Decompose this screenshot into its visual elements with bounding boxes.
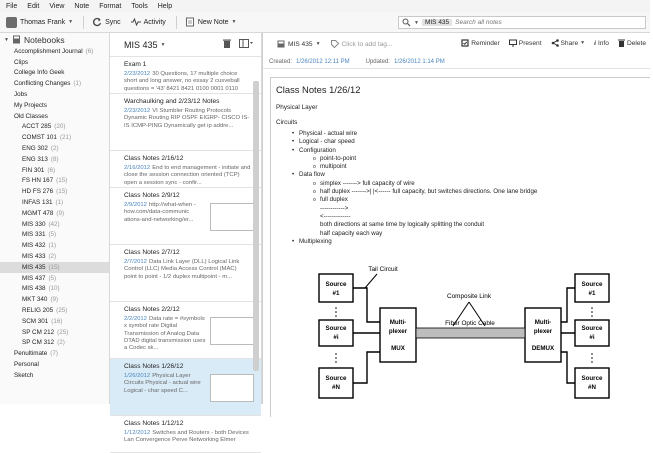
sidebar-item-label: SCM 301 <box>22 317 49 325</box>
note-card[interactable] <box>110 416 261 453</box>
sidebar-item-count: (1) <box>48 242 57 250</box>
fiber-cable <box>416 328 525 338</box>
sidebar-item-label: COMST 101 <box>22 134 57 142</box>
sync-label: Sync <box>105 18 121 26</box>
source-num: #N <box>332 384 340 391</box>
note-card-date: 2/23/2012 <box>124 108 151 114</box>
note-card[interactable] <box>110 188 261 245</box>
chevron-down-icon[interactable]: ▼ <box>414 19 419 26</box>
sidebar-item-count: (6) <box>47 166 56 174</box>
note-heading: Physical Layer <box>276 104 318 111</box>
notebook-icon <box>277 40 285 48</box>
sidebar-item-count: (21) <box>59 134 72 142</box>
info-label: Info <box>597 39 609 47</box>
note-card[interactable] <box>110 57 261 94</box>
menu-item-help[interactable]: Help <box>157 2 173 10</box>
sidebar-item-label: ENG 302 <box>22 145 48 153</box>
chevron-down-icon: ▼ <box>68 19 74 25</box>
note-card-title: Class Notes 2/2/12 <box>124 306 180 313</box>
new-note-button[interactable] <box>185 17 237 27</box>
sidebar-item[interactable] <box>0 208 109 219</box>
sidebar-item-count: (15) <box>56 177 68 185</box>
sidebar-item[interactable] <box>0 68 109 79</box>
note-thumbnail <box>210 317 254 345</box>
sidebar-item-label: MIS 432 <box>22 242 46 250</box>
sidebar-item-count: (6) <box>85 47 94 55</box>
source-box <box>319 320 353 346</box>
sidebar-item[interactable] <box>0 122 109 133</box>
sidebar-item[interactable] <box>0 219 109 230</box>
sidebar-item-label: SP CM 312 <box>22 339 55 347</box>
mux-label: MUX <box>391 345 405 352</box>
source-num: #N <box>588 384 596 391</box>
present-label: Present <box>518 39 542 47</box>
sidebar-item-label: MIS 330 <box>22 220 46 228</box>
activity-button[interactable] <box>131 17 166 27</box>
note-section: Circuits <box>276 119 298 126</box>
note-card-title: Warchaulking and 2/23/12 Notes <box>124 98 220 105</box>
tag-icon <box>331 40 339 48</box>
source-box <box>575 368 609 398</box>
fiber-label: Fiber Optic Cable <box>445 320 495 327</box>
reminder-icon <box>461 39 469 47</box>
sidebar-item-count: (10) <box>48 285 60 293</box>
sidebar-item[interactable] <box>0 111 109 122</box>
note-card[interactable] <box>110 94 261 151</box>
note-card-title: Class Notes 1/26/12 <box>124 363 184 370</box>
add-tag-placeholder: Click to add tag... <box>341 40 393 48</box>
sidebar-item[interactable] <box>0 327 109 338</box>
new-note-label: New Note <box>197 18 229 26</box>
note-card[interactable] <box>110 302 261 359</box>
note-card-title: Class Notes 2/7/12 <box>124 249 180 256</box>
sidebar-item-label: MIS 433 <box>22 253 46 261</box>
search-input[interactable] <box>455 19 575 26</box>
menu-item-format[interactable]: Format <box>99 2 122 10</box>
note-list-header <box>110 33 261 57</box>
sidebar-item[interactable] <box>0 143 109 154</box>
note-metadata <box>263 55 650 68</box>
source-label: Source <box>325 375 347 382</box>
sidebar-item-count: (15) <box>48 263 60 271</box>
share-label: Share <box>560 39 579 47</box>
note-card-date: 2/7/2012 <box>124 259 147 265</box>
info-button[interactable] <box>594 39 609 47</box>
note-list-scrollbar[interactable] <box>253 81 259 371</box>
source-label: Source <box>581 325 603 332</box>
sidebar-item[interactable] <box>0 348 109 359</box>
updated-label: Updated: <box>365 58 390 65</box>
note-card-date: 2/2/2012 <box>124 316 147 322</box>
menu-item-edit[interactable]: Edit <box>27 2 40 10</box>
created-date[interactable]: 1/26/2012 12:11 PM <box>296 58 350 65</box>
sidebar-item-label: MKT 340 <box>22 296 48 304</box>
note-title[interactable]: Class Notes 1/26/12 <box>276 84 361 95</box>
note-thumbnail <box>210 203 254 231</box>
sidebar-item-label: INFAS 131 <box>22 199 53 207</box>
note-card[interactable] <box>110 151 261 188</box>
separator <box>83 16 84 29</box>
sidebar-item-count: (1) <box>55 199 64 207</box>
note-card-snippet <box>124 430 251 445</box>
sidebar-item-label: MIS 435 <box>22 263 46 271</box>
note-card-snippet <box>124 316 208 352</box>
sidebar-item[interactable] <box>0 316 109 327</box>
activity-label: Activity <box>143 18 166 26</box>
sidebar-item-label: My Projects <box>14 101 47 109</box>
sidebar-item[interactable] <box>0 273 109 284</box>
account-name: Thomas Frank <box>20 18 66 26</box>
sidebar-item[interactable] <box>0 294 109 305</box>
note-line: o simplex -------> full capacity of wire <box>276 180 650 188</box>
updated-date[interactable]: 1/26/2012 1:14 PM <box>393 58 445 65</box>
sidebar-item[interactable] <box>0 78 109 89</box>
sidebar-item-count: (42) <box>48 220 60 228</box>
chevron-down-icon[interactable]: ▼ <box>160 41 166 48</box>
sidebar-item-count: (8) <box>50 155 59 163</box>
source-num: #1 <box>332 290 340 297</box>
note-card[interactable] <box>110 359 261 416</box>
account-button[interactable] <box>6 17 73 28</box>
notebook-selector[interactable] <box>277 40 321 48</box>
share-button[interactable] <box>551 39 586 47</box>
note-bullets <box>276 130 650 246</box>
note-card-date: 1/12/2012 <box>124 430 151 436</box>
demux-text: Multi- <box>534 319 552 326</box>
multiplexing-diagram <box>303 262 653 412</box>
sidebar-item-label: SP CM 212 <box>22 328 55 336</box>
note-line: ------------> <box>320 204 349 212</box>
source-label: Source <box>325 281 347 288</box>
mux-text: plexer <box>388 328 408 335</box>
sidebar-item[interactable] <box>0 186 109 197</box>
sidebar-item[interactable] <box>0 338 109 349</box>
note-card-text: VI Stumbler Routing Protocols Dynamic Routing RIP OSPF EIGRP- CISCO IS-IS ICMP-PING Dynamically get ip addre... <box>124 108 250 129</box>
sidebar-item[interactable] <box>0 251 109 262</box>
view-options-icon[interactable] <box>239 39 253 48</box>
sidebar-item-count: (5) <box>48 274 57 282</box>
sidebar-item-label: Personal <box>14 361 39 368</box>
note-card-title: Class Notes 2/16/12 <box>124 155 184 162</box>
sync-icon <box>92 17 102 27</box>
share-icon <box>551 39 559 47</box>
chevron-down-icon: ▼ <box>315 41 321 47</box>
sidebar-item[interactable] <box>0 240 109 251</box>
sidebar-item-count: (16) <box>51 317 63 325</box>
search-box[interactable] <box>398 16 646 29</box>
sidebar-item-label: MIS 331 <box>22 231 46 239</box>
demux-text: plexer <box>533 328 553 335</box>
note-cards <box>110 57 261 453</box>
source-box <box>319 368 353 398</box>
sidebar-item-label: MIS 437 <box>22 274 46 282</box>
sidebar-item-label: Conflicting Changes <box>14 80 71 88</box>
source-box <box>319 274 353 302</box>
reminder-label: Reminder <box>471 39 500 47</box>
reminder-button[interactable] <box>461 39 500 47</box>
chevron-down-icon: ▼ <box>231 19 237 25</box>
note-editor <box>263 33 650 404</box>
sidebar-item-label: RELIG 205 <box>22 307 54 315</box>
info-icon: i <box>594 39 596 47</box>
note-card-text: Data rate = #symbols x symbol rate Digital Transmission of Analog Data DTAD digital transmission uses a Codec sk... <box>124 316 206 352</box>
divider <box>263 68 650 69</box>
sidebar-item-count: (2) <box>57 339 65 347</box>
sidebar-item[interactable] <box>0 132 109 143</box>
source-label: Source <box>325 325 347 332</box>
trash-icon[interactable] <box>223 39 231 48</box>
chevron-down-icon: ▼ <box>4 36 9 43</box>
chevron-down-icon: ▼ <box>580 40 586 46</box>
notebook-label: MIS 435 <box>288 40 313 48</box>
menu-item-file[interactable]: File <box>6 2 18 10</box>
note-card-text: Physical Layer Circuits Physical - actual wire Logical - char speed C... <box>124 373 201 394</box>
note-card-text: End to end management - initiate and close the session connection oriented (TCP) open a session sync - confir... <box>124 165 251 186</box>
note-card-title: Class Notes 1/12/12 <box>124 420 184 427</box>
sidebar-item-label: Sketch <box>14 371 34 379</box>
note-card-date: 1/26/2012 <box>124 373 151 379</box>
mux-box <box>380 308 416 362</box>
source-box <box>575 274 609 302</box>
note-list-panel <box>110 33 262 444</box>
note-line: • Physical - actual wire <box>276 130 650 138</box>
sidebar-item-label: ENG 313 <box>22 155 48 163</box>
sidebar-item[interactable] <box>0 262 109 273</box>
note-line: o point-to-point <box>276 155 650 163</box>
sidebar <box>0 33 110 404</box>
note-thumbnail <box>210 374 254 402</box>
notebooks-label: Notebooks <box>23 34 65 45</box>
note-card-snippet <box>124 108 251 130</box>
sidebar-item-count: (1) <box>73 80 82 88</box>
sidebar-item-label: Jobs <box>14 91 28 99</box>
note-line: o multipoint <box>276 163 650 171</box>
sidebar-item-count: (2) <box>50 145 59 153</box>
sidebar-item-count: (15) <box>56 188 68 196</box>
note-card-date: 2/23/2012 <box>124 71 151 77</box>
sidebar-item[interactable] <box>0 46 109 57</box>
present-button[interactable] <box>509 39 542 47</box>
sidebar-item-label: College Info Geek <box>14 69 65 77</box>
note-card-date: 2/16/2012 <box>124 165 151 171</box>
sidebar-item[interactable] <box>0 57 109 68</box>
toolbar <box>0 12 650 33</box>
sidebar-item[interactable] <box>0 197 109 208</box>
sidebar-item-label: Clips <box>14 58 28 66</box>
sidebar-item[interactable] <box>0 176 109 187</box>
activity-icon <box>131 17 141 27</box>
sidebar-item[interactable] <box>0 100 109 111</box>
note-line: o full duplex <box>276 196 650 204</box>
sidebar-item-label: MGMT 478 <box>22 209 54 217</box>
search-scope-tag[interactable]: MIS 435 <box>422 19 452 26</box>
note-line: both directions at same time by logically splitting the conduit <box>320 221 485 229</box>
avatar <box>6 17 17 28</box>
note-card-text: http://what-when -how.com/data-communic ations-and-networking/er... <box>124 202 196 223</box>
note-line: • Configuration <box>276 147 650 155</box>
sidebar-item[interactable] <box>0 305 109 316</box>
sidebar-item-label: HD FS 276 <box>22 188 54 196</box>
source-num: #i <box>589 334 595 341</box>
add-tag-field[interactable] <box>331 40 393 48</box>
sidebar-item[interactable] <box>0 359 109 370</box>
note-card-text: Switches and Routers - both Devices Lan Convergence Perve Networking Elmer <box>124 430 249 444</box>
sidebar-item-count: (9) <box>56 209 65 217</box>
sidebar-item-label: Old Classes <box>14 112 48 120</box>
sidebar-item-label: FIN 301 <box>22 166 45 174</box>
sidebar-item-label: ACCT 285 <box>22 123 52 131</box>
note-line: o half duplex ------->| |<------ full capacity, but switches directions. One lane bridge <box>276 188 650 196</box>
source-label: Source <box>581 375 603 382</box>
sidebar-item-count: (20) <box>54 123 66 131</box>
sidebar-item-count: (5) <box>48 231 57 239</box>
composite-link-label: Composite Link <box>446 293 492 300</box>
sidebar-item[interactable] <box>0 89 109 100</box>
note-card[interactable] <box>110 245 261 302</box>
separator <box>176 16 177 29</box>
sidebar-item[interactable] <box>0 165 109 176</box>
note-card-snippet <box>124 202 208 224</box>
editor-actions <box>461 39 646 47</box>
search-icon <box>402 18 411 27</box>
demux-box <box>525 308 561 362</box>
note-card-text: Data Link Layer (DLL) Logical Link Control (LLC) Media Access Control (MAC) point to point - 1/2 duplex multipoint - m... <box>124 259 240 280</box>
notebooks-header[interactable] <box>0 33 109 46</box>
source-label: Source <box>581 281 603 288</box>
menu-item-tools[interactable]: Tools <box>131 2 148 10</box>
note-card-title: Class Notes 2/9/12 <box>124 192 180 199</box>
delete-label: Delete <box>626 39 646 47</box>
source-num: #1 <box>588 290 596 297</box>
note-line: half capacity each way <box>320 229 383 237</box>
sidebar-item-count: (25) <box>56 307 68 315</box>
menu-item-view[interactable]: View <box>49 2 65 10</box>
sidebar-item-count: (7) <box>50 350 58 358</box>
menu-bar <box>0 0 650 12</box>
sidebar-item-count: (25) <box>57 328 69 336</box>
sidebar-item-label: Penultimate <box>14 350 48 358</box>
sync-button[interactable] <box>92 17 121 27</box>
sidebar-item[interactable] <box>0 370 109 381</box>
sidebar-item-label: Accomplishment Journal <box>14 47 83 55</box>
note-card-date: 2/9/2012 <box>124 202 147 208</box>
source-num: #i <box>333 334 339 341</box>
sidebar-item[interactable] <box>0 284 109 295</box>
note-list-title[interactable]: MIS 435 <box>124 39 158 50</box>
sidebar-item[interactable] <box>0 230 109 241</box>
note-line: <------------- <box>320 212 351 220</box>
demux-label: DEMUX <box>531 345 555 352</box>
note-card-snippet <box>124 259 251 281</box>
tail-circuit-label: Tail Circuit <box>368 266 398 273</box>
present-icon <box>509 39 517 47</box>
new-note-icon <box>185 17 195 27</box>
created-label: Created: <box>269 58 293 65</box>
note-line: • Logical - char speed <box>276 138 650 146</box>
delete-button[interactable] <box>618 39 646 47</box>
sidebar-item-count: (9) <box>50 296 59 304</box>
note-card-snippet <box>124 373 208 395</box>
sidebar-item[interactable] <box>0 154 109 165</box>
trash-icon <box>618 39 625 47</box>
sidebar-item-label: MIS 438 <box>22 285 46 293</box>
note-card-snippet <box>124 165 251 187</box>
editor-header <box>263 33 650 55</box>
sidebar-item-label: FS HN 167 <box>22 177 54 185</box>
source-box <box>575 320 609 346</box>
note-line: • Multiplexing <box>276 238 650 246</box>
sidebar-item-count: (2) <box>48 253 57 261</box>
note-card-text: 30 Questions, 17 multiple choice short and long answer, no essay 2 cusveball questions = '43' 8421 8421 0100 0001 0110 <box>124 71 240 92</box>
note-card-snippet <box>124 71 251 93</box>
note-line: • Data flow <box>276 171 650 179</box>
mux-text: Multi- <box>389 319 407 326</box>
notebook-icon <box>12 35 21 44</box>
note-card-title: Exam 1 <box>124 61 147 68</box>
menu-item-note[interactable]: Note <box>74 2 90 10</box>
notebook-list <box>0 46 109 381</box>
